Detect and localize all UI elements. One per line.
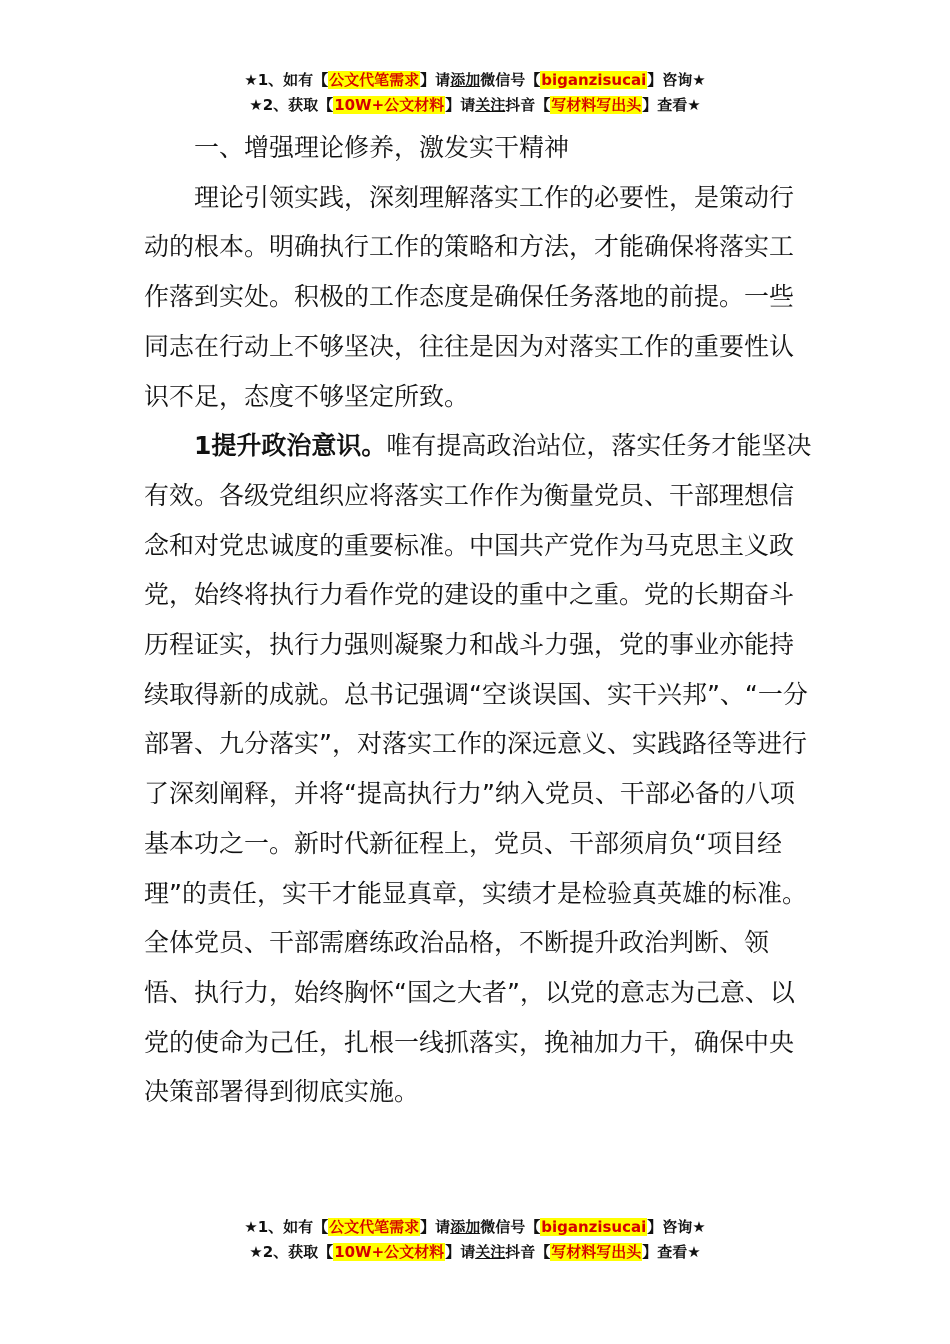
banner-highlight: 公文代笔需求: [329, 71, 420, 89]
banner-highlight: 10W+公文材料: [334, 96, 445, 114]
banner-text: 】请: [445, 1243, 476, 1261]
banner-text: 】请: [420, 1218, 451, 1236]
banner-text: ★1、如有【: [244, 1218, 329, 1236]
header-banner: [0, 68, 950, 118]
banner-text: 抖音【: [505, 1243, 551, 1261]
banner-line-1: [0, 1215, 950, 1240]
banner-underline: 关注: [475, 96, 506, 114]
banner-underline: 添加: [450, 71, 481, 89]
paragraph-2-lead: 1提升政治意识。: [194, 431, 387, 461]
paragraph-2: [144, 421, 812, 1117]
banner-highlight: 写材料写出头: [551, 96, 642, 114]
banner-text: ★1、如有【: [244, 71, 329, 89]
banner-text: 微信号【: [480, 71, 541, 89]
banner-highlight: biganzisucai: [541, 71, 647, 89]
paragraph-1: 理论引领实践，深刻理解落实工作的必要性，是策动行动的根本。明确执行工作的策略和方法，才能确保将落实工作落到实处。积极的工作态度是确保任务落地的前提。一些同志在行动上不够坚决，往往是因为对落实工作的重要性认识不足，态度不够坚定所致。: [144, 182, 795, 411]
banner-line-2: [0, 93, 950, 118]
banner-highlight: 公文代笔需求: [329, 1218, 420, 1236]
paragraph-2-text: 唯有提高政治站位，落实任务才能坚决有效。各级党组织应将落实工作作为衡量党员、干部理想信念和对党忠诚度的重要标准。中国共产党作为马克思主义政党，始终将执行力看作党的建设的重中之重。党的长期奋斗历程证实，执行力强则凝聚力和战斗力强，党的事业亦能持续取得新的成就。总书记强调“空谈误国、实干兴邦”、“一分部署、九分落实”，对落实工作的深远意义、实践路径等进行了深刻阐释，并将“提高执行力”纳入党员、干部必备的八项基本功之一。新时代新征程上，党员、干部须肩负“项目经理”的责任，实干才能显真章，实绩才是检验真英雄的标准。全体党员、干部需磨练政治品格，不断提升政治判断、领悟、执行力，始终胸怀“国之大者”，以党的意志为己意、以党的使命为己任，扎根一线抓落实，挽袖加力干，确保中央决策部署得到彻底实施。: [144, 431, 812, 1107]
banner-highlight: biganzisucai: [541, 1218, 647, 1236]
banner-text: 微信号【: [480, 1218, 541, 1236]
footer-banner: [0, 1215, 950, 1265]
banner-underline: 关注: [475, 1243, 506, 1261]
banner-underline: 添加: [450, 1218, 481, 1236]
banner-text: 】请: [420, 71, 451, 89]
banner-text: 】查看★: [642, 1243, 701, 1261]
banner-text: 】请: [445, 96, 476, 114]
banner-highlight: 写材料写出头: [551, 1243, 642, 1261]
section-heading: 一、增强理论修养，激发实干精神: [194, 133, 570, 162]
banner-line-2: [0, 1240, 950, 1265]
banner-text: 】咨询★: [647, 71, 706, 89]
document-body: [144, 123, 812, 1117]
banner-text: ★2、获取【: [249, 1243, 334, 1261]
banner-text: ★2、获取【: [249, 96, 334, 114]
banner-text: 】咨询★: [647, 1218, 706, 1236]
banner-line-1: [0, 68, 950, 93]
banner-highlight: 10W+公文材料: [334, 1243, 445, 1261]
banner-text: 】查看★: [642, 96, 701, 114]
banner-text: 抖音【: [505, 96, 551, 114]
